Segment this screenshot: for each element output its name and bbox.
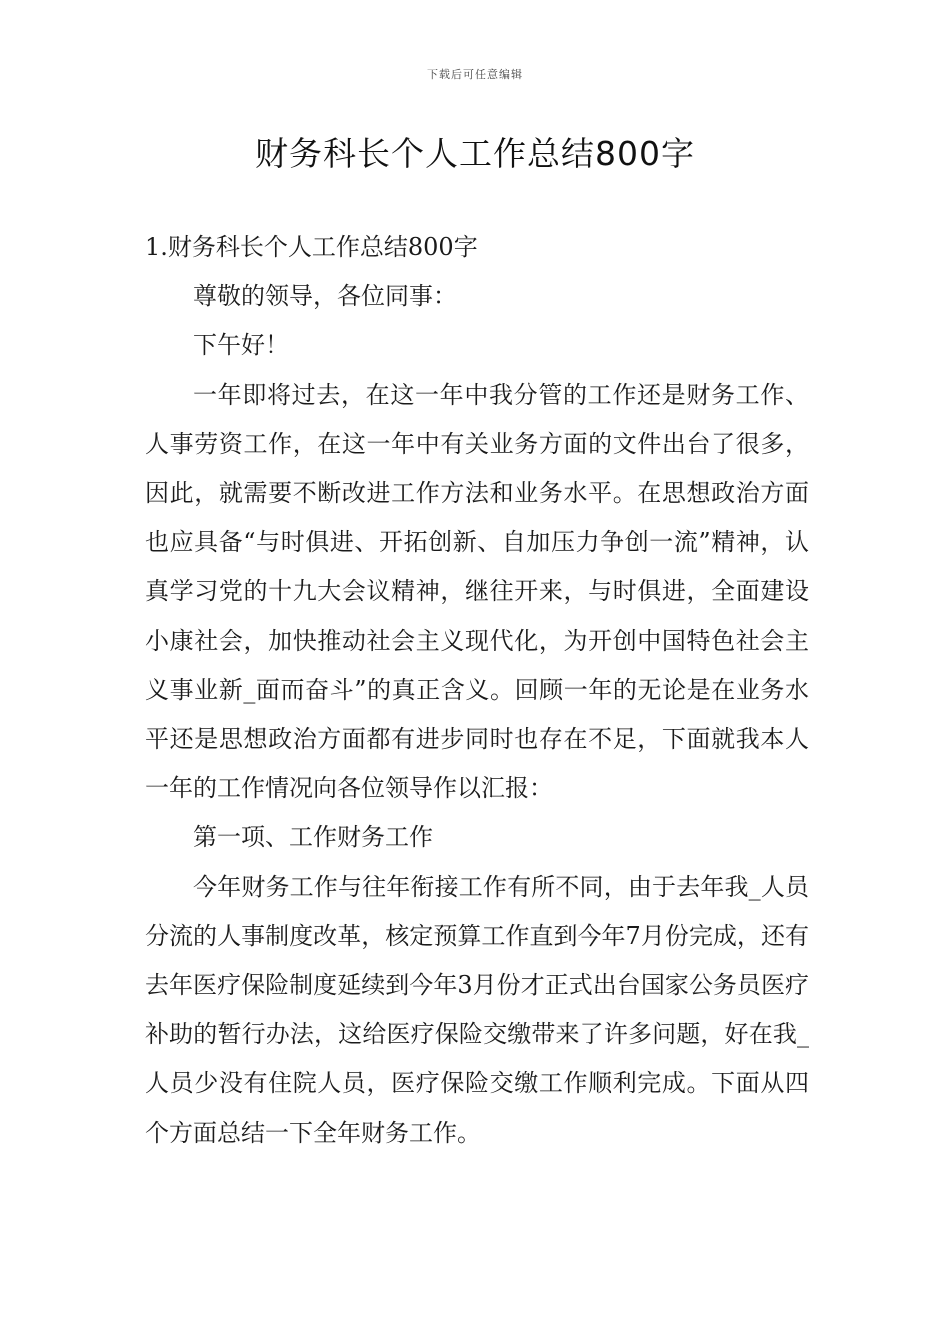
document-body [145,223,809,1158]
document-title: 财务科长个人工作总结800字 [255,134,695,173]
paragraph-finance-work: 今年财务工作与往年衔接工作有所不同，由于去年我_人员分流的人事制度改革，核定预算工作直到今年7月份完成，还有去年医疗保险制度延续到今年3月份才正式出台国家公务员医疗补助的暂行办法，这给医疗保险交缴带来了许多问题，好在我_人员少没有住院人员，医疗保险交缴工作顺利完成。下面从四个方面总结一下全年财务工作。 [145,872,809,1147]
section-heading: 1.财务科长个人工作总结800字 [145,233,478,261]
paragraph-intro: 一年即将过去，在这一年中我分管的工作还是财务工作、人事劳资工作，在这一年中有关业务方面的文件出台了很多，因此，就需要不断改进工作方法和业务水平。在思想政治方面也应具备“与时俱进、开拓创新、自加压力争创一流”精神，认真学习党的十九大会议精神，继往开来，与时俱进，全面建设小康社会，加快推动社会主义现代化，为开创中国特色社会主义事业新_面而奋斗”的真正含义。回顾一年的无论是在业务水平还是思想政治方面都有进步同时也存在不足，下面就我本人一年的工作情况向各位领导作以汇报： [145,380,809,803]
paragraph-salutation: 下午好！ [193,331,289,360]
paragraph-greeting: 尊敬的领导，各位同事： [193,282,457,311]
paragraph-subheading: 第一项、工作财务工作 [193,823,433,852]
header-note: 下载后可任意编辑 [427,68,523,81]
